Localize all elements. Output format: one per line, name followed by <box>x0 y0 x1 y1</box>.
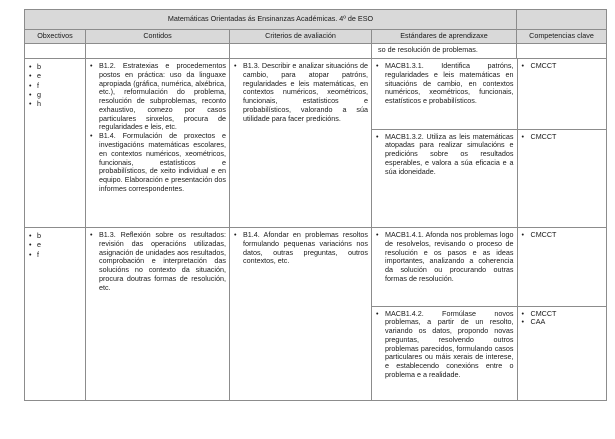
competence-item: • CMCCT <box>521 310 605 319</box>
objective-item: • f <box>28 81 82 90</box>
continuation-text: so de resolución de problemas. <box>372 44 517 59</box>
column-header-row <box>25 30 607 44</box>
criteria-cell <box>230 59 372 228</box>
standard-row <box>372 129 607 227</box>
objective-item: • b <box>28 231 82 240</box>
objectives-cell <box>25 59 86 228</box>
competence-item: • CMCCT <box>521 62 605 71</box>
competences-cell <box>517 306 607 400</box>
objective-item: • b <box>28 62 82 71</box>
standards-block <box>372 59 607 228</box>
table-row <box>25 228 607 401</box>
standard-row <box>372 306 607 400</box>
objective-item: • f <box>28 250 82 259</box>
column-header-competences: Competencias clave <box>517 30 607 44</box>
content-item: • B1.3. Reflexión sobre os resultados: revisión das operacións utilizadas, asignación de unidades aos resultados, comprobación e interpretación das solucións no contexto da situación, procura doutras formas de resolución, etc. <box>89 231 226 292</box>
competences-cell <box>517 228 607 306</box>
objective-item: • g <box>28 90 82 99</box>
standard-cell <box>372 129 517 227</box>
standard-row <box>372 228 607 306</box>
standard-cell <box>372 59 517 129</box>
table-title-row <box>25 10 607 30</box>
competence-item: • CAA <box>521 318 605 327</box>
objective-item: • e <box>28 240 82 249</box>
standards-block <box>372 228 607 401</box>
objective-item: • h <box>28 99 82 108</box>
criterion-item: • B1.4. Afondar en problemas resoltos formulando pequenas variacións nos datos, outras preguntas, outros contextos, etc. <box>233 231 368 266</box>
content-item: • B1.4. Formulación de proxectos e investigacións matemáticas escolares, en contextos numéricos, xeométricos, funcionais, estatísticos e probabilísticos, de xeito individual e en equipo. Elaboración e presentación dos informes correspondentes. <box>89 132 226 193</box>
standard-item: • MACB1.3.1. Identifica patróns, regularidades e leis matemáticas en situacións de cambio, en contextos numéricos, xeométricos, funcionais, estatísticos e probabilísticos. <box>375 62 514 106</box>
competence-item: • CMCCT <box>521 133 605 142</box>
criteria-cell <box>230 228 372 401</box>
column-header-contents: Contidos <box>86 30 230 44</box>
curriculum-table <box>24 9 607 401</box>
contents-cell <box>86 59 230 228</box>
objective-item: • e <box>28 71 82 80</box>
competences-cell <box>517 129 607 227</box>
standard-cell <box>372 306 517 400</box>
standard-cell <box>372 228 517 306</box>
table-title-empty-cell <box>517 10 607 30</box>
contents-cell <box>86 228 230 401</box>
competences-cell <box>517 59 607 129</box>
column-header-standards: Estándares de aprendizaxe <box>372 30 517 44</box>
table-row <box>25 59 607 228</box>
standard-item: • MACB1.4.1. Afonda nos problemas logo de resolvelos, revisando o proceso de resolución e os pasos e as ideas importantes, analizando a coherencia da solución ou procurando outras formas de resolución. <box>375 231 514 284</box>
continuation-row <box>25 44 607 59</box>
criterion-item: • B1.3. Describir e analizar situacións de cambio, para atopar patróns, regularidades e leis matemáticas, en contextos numéricos, xeométricos, funcionais, estatísticos e probabilísticos, valorando a súa utilidade para facer predicións. <box>233 62 368 123</box>
table-title: Matemáticas Orientadas ás Ensinanzas Académicas. 4º de ESO <box>25 10 517 30</box>
objectives-cell <box>25 228 86 401</box>
competence-item: • CMCCT <box>521 231 605 240</box>
column-header-objectives: Obxectivos <box>25 30 86 44</box>
standard-row <box>372 59 607 129</box>
content-item: • B1.2. Estratexias e procedementos postos en práctica: uso da linguaxe apropiada (gráfica, numérica, alxébrica, etc.), reformulación do problema, resolución de subproblemas, reconto exhaustivo, comezo por casos particulares sinxelos, procura de regularidades e leis, etc. <box>89 62 226 132</box>
standard-item: • MACB1.4.2. Formúlase novos problemas, a partir de un resolto, variando os datos, propondo novas preguntas, resolvendo outros problemas parecidos, formulando casos particulares ou máis xerais de interese, e establecendo conexións entre o problema e a realidade. <box>375 310 514 380</box>
column-header-criteria: Criterios de avaliación <box>230 30 372 44</box>
standard-item: • MACB1.3.2. Utiliza as leis matemáticas atopadas para realizar simulacións e predicións sobre os resultados esperables, e valora a súa eficacia e a súa idoneidade. <box>375 133 514 177</box>
